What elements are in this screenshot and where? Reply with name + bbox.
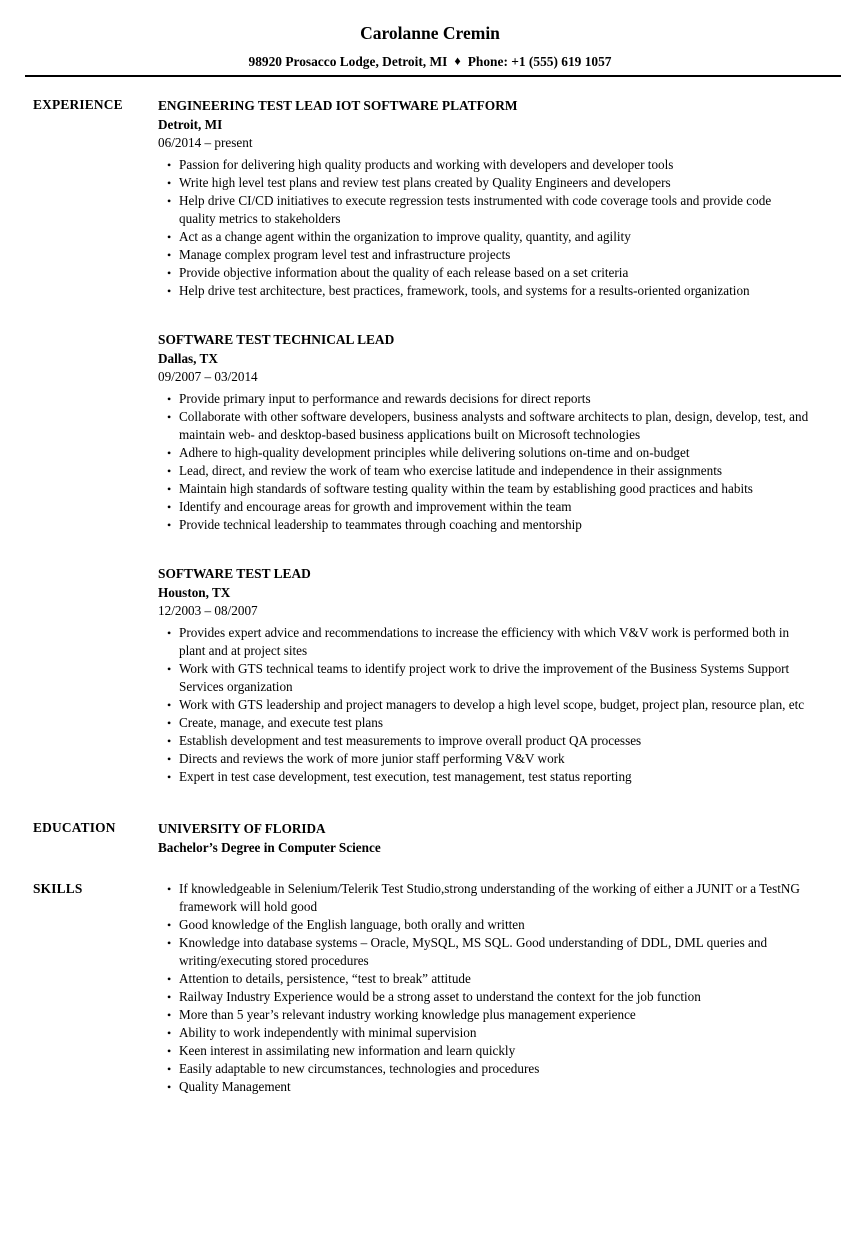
bullet-icon: • [167,518,172,532]
bullet-item [158,228,810,246]
bullet-item [158,480,810,498]
bullet-item [158,750,810,768]
bullet-icon: • [167,972,172,986]
job-location: Detroit, MI [158,117,223,132]
bullet-item [158,624,810,660]
bullet-text: Expert in test case development, test execution, test management, test status reporting [179,769,632,784]
job-entry [158,564,810,786]
bullet-item [158,264,810,282]
bullet-icon: • [167,918,172,932]
bullet-text: Provides expert advice and recommendations to increase the efficiency with which V&V work is performed both in plant and at project sites [179,625,790,658]
bullet-item [158,732,810,750]
education-content [158,819,810,857]
bullet-text: Railway Industry Experience would be a strong asset to understand the context for the job function [179,989,701,1004]
school-name: UNIVERSITY OF FLORIDA [158,821,326,836]
job-dates: 12/2003 – 08/2007 [158,603,258,618]
bullet-text: Good knowledge of the English language, both orally and written [179,917,525,932]
job-title: ENGINEERING TEST LEAD IOT SOFTWARE PLATFORM [158,98,518,113]
bullet-item [158,408,810,444]
bullet-item [158,516,810,534]
bullet-icon: • [167,662,172,676]
bullet-icon: • [167,990,172,1004]
degree-name: Bachelor’s Degree in Computer Science [158,840,381,855]
job-title: SOFTWARE TEST TECHNICAL LEAD [158,332,395,347]
bullet-text: Maintain high standards of software testing quality within the team by establishing good practices and habits [179,481,753,496]
bullet-text: Write high level test plans and review test plans created by Quality Engineers and developers [179,175,671,190]
bullet-text: Lead, direct, and review the work of team who exercise latitude and independence in their assignments [179,463,723,478]
bullet-icon: • [167,1044,172,1058]
section-label-education: EDUCATION [33,820,116,835]
bullet-text: Act as a change agent within the organization to improve quality, quantity, and agility [179,229,631,244]
bullet-text: Provide technical leadership to teammates through coaching and mentorship [179,517,582,532]
section-skills [0,880,860,1096]
bullet-item [158,714,810,732]
bullet-icon: • [167,176,172,190]
contact-address: 98920 Prosacco Lodge, Detroit, MI [248,54,448,69]
bullet-item [158,156,810,174]
bullet-icon: • [167,158,172,172]
bullet-text: Adhere to high-quality development principles while delivering solutions on-time and on-budget [179,445,690,460]
bullet-text: Collaborate with other software developers, business analysts and software architects to plan, design, develop, test, and maintain web- and desktop-based business applications built on Microsoft technologies [179,409,809,442]
bullet-text: Work with GTS technical teams to identify project work to drive the improvement of the Business Systems Support Services organization [179,661,790,694]
bullet-icon: • [167,770,172,784]
bullet-icon: • [167,1026,172,1040]
bullet-text: Attention to details, persistence, “test to break” attitude [179,971,471,986]
bullet-icon: • [167,1008,172,1022]
section-experience [0,96,860,786]
bullet-item [158,174,810,192]
job-entry [158,330,810,534]
bullet-text: Help drive CI/CD initiatives to execute regression tests instrumented with code coverage tools and provide code quality metrics to stakeholders [179,193,772,226]
header-divider [25,75,841,77]
bullet-item [158,498,810,516]
contact-line [0,53,860,70]
diamond-icon: ♦ [454,54,461,68]
bullet-icon: • [167,284,172,298]
experience-content [158,96,810,786]
bullet-icon: • [167,716,172,730]
bullet-icon: • [167,752,172,766]
section-education [0,819,860,857]
bullet-item [158,988,810,1006]
bullet-text: Work with GTS leadership and project managers to develop a high level scope, budget, project plan, resource plan, etc [179,697,805,712]
section-label-skills: SKILLS [33,881,83,896]
bullet-icon: • [167,1080,172,1094]
bullet-item [158,660,810,696]
bullet-text: Directs and reviews the work of more junior staff performing V&V work [179,751,565,766]
bullet-text: Knowledge into database systems – Oracle, MySQL, MS SQL. Good understanding of DDL, DML queries and writing/executing stored procedures [179,935,768,968]
bullet-icon: • [167,248,172,262]
job-location: Houston, TX [158,585,231,600]
job-dates: 06/2014 – present [158,135,253,150]
bullet-text: Provide objective information about the quality of each release based on a set criteria [179,265,629,280]
person-name: Carolanne Cremin [360,23,500,43]
bullet-icon: • [167,230,172,244]
bullet-icon: • [167,410,172,424]
resume-body [0,96,860,1096]
bullet-icon: • [167,464,172,478]
bullet-item [158,934,810,970]
bullet-text: More than 5 year’s relevant industry working knowledge plus management experience [179,1007,636,1022]
bullet-item [158,696,810,714]
bullet-text: Help drive test architecture, best practices, framework, tools, and systems for a results-oriented organization [179,283,750,298]
skills-list [158,880,810,1096]
bullet-item [158,970,810,988]
bullet-item [158,768,810,786]
contact-phone: Phone: +1 (555) 619 1057 [467,54,612,69]
job-bullet-list [158,624,810,786]
bullet-text: Ability to work independently with minimal supervision [179,1025,477,1040]
bullet-item [158,444,810,462]
bullet-item [158,282,810,300]
bullet-item [158,246,810,264]
bullet-text: If knowledgeable in Selenium/Telerik Test Studio,strong understanding of the working of either a JUNIT or a TestNG framework will hold good [179,881,800,914]
job-bullet-list [158,156,810,300]
bullet-text: Establish development and test measurements to improve overall product QA processes [179,733,642,748]
bullet-icon: • [167,882,172,896]
bullet-icon: • [167,626,172,640]
bullet-icon: • [167,392,172,406]
bullet-icon: • [167,500,172,514]
bullet-text: Passion for delivering high quality products and working with developers and developer tools [179,157,674,172]
bullet-item [158,880,810,916]
bullet-text: Keen interest in assimilating new information and learn quickly [179,1043,516,1058]
bullet-item [158,1024,810,1042]
job-title: SOFTWARE TEST LEAD [158,566,311,581]
skills-content [158,880,810,1096]
job-bullet-list [158,390,810,534]
bullet-text: Identify and encourage areas for growth and improvement within the team [179,499,572,514]
bullet-text: Create, manage, and execute test plans [179,715,383,730]
job-location: Dallas, TX [158,351,218,366]
bullet-text: Quality Management [179,1079,291,1094]
bullet-icon: • [167,482,172,496]
bullet-icon: • [167,734,172,748]
bullet-icon: • [167,266,172,280]
bullet-text: Provide primary input to performance and rewards decisions for direct reports [179,391,591,406]
resume-header [0,0,860,77]
bullet-text: Easily adaptable to new circumstances, technologies and procedures [179,1061,540,1076]
bullet-item [158,462,810,480]
bullet-item [158,1006,810,1024]
bullet-text: Manage complex program level test and infrastructure projects [179,247,511,262]
bullet-item [158,1060,810,1078]
section-label-experience: EXPERIENCE [33,97,123,112]
bullet-item [158,1042,810,1060]
job-entry [158,96,810,300]
bullet-item [158,916,810,934]
bullet-icon: • [167,446,172,460]
bullet-icon: • [167,936,172,950]
bullet-icon: • [167,698,172,712]
bullet-icon: • [167,194,172,208]
bullet-item [158,192,810,228]
bullet-icon: • [167,1062,172,1076]
bullet-item [158,390,810,408]
bullet-item [158,1078,810,1096]
job-dates: 09/2007 – 03/2014 [158,369,258,384]
